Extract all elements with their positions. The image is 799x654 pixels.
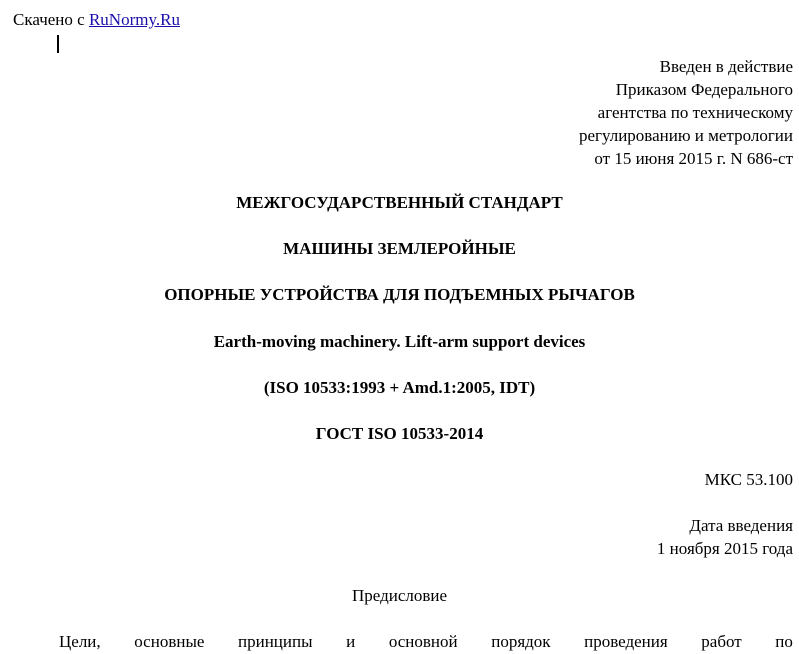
standard-type-heading: МЕЖГОСУДАРСТВЕННЫЙ СТАНДАРТ — [236, 193, 563, 212]
enactment-line: Введен в действие — [659, 57, 793, 76]
source-link[interactable]: RuNormy.Ru — [88, 10, 180, 29]
iso-reference: (ISO 10533:1993 + Amd.1:2005, IDT) — [263, 378, 536, 397]
introduction-date-label: Дата введения — [689, 516, 793, 535]
enactment-line: от 15 июня 2015 г. N 686-ст — [594, 149, 793, 168]
paragraph-word: по — [775, 632, 793, 651]
source-prefix: Скачено с — [13, 10, 85, 29]
enactment-line: Приказом Федерального — [615, 80, 793, 99]
foreword-heading: Предисловие — [351, 586, 448, 605]
paragraph-word: проведения — [584, 632, 668, 651]
paragraph-word: основные — [134, 632, 205, 651]
paragraph-word: порядок — [491, 632, 551, 651]
standard-designation: ГОСТ ISO 10533-2014 — [315, 424, 484, 443]
paragraph-word: принципы — [238, 632, 313, 651]
standard-name-line2: ОПОРНЫЕ УСТРОЙСТВА ДЛЯ ПОДЪЕМНЫХ РЫЧАГОВ — [164, 285, 635, 304]
introduction-date-value: 1 ноября 2015 года — [656, 539, 793, 558]
paragraph-word: Цели, — [59, 632, 101, 651]
mks-code: МКС 53.100 — [704, 470, 793, 489]
standard-name-line1: МАШИНЫ ЗЕМЛЕРОЙНЫЕ — [283, 239, 516, 258]
paragraph-word: работ — [701, 632, 742, 651]
enactment-line: регулированию и метрологии — [578, 126, 793, 145]
english-title: Earth-moving machinery. Lift-arm support devices — [213, 332, 586, 351]
source-line — [13, 9, 180, 31]
paragraph-word: и — [346, 632, 356, 651]
text-cursor — [57, 35, 59, 53]
enactment-block — [579, 55, 793, 170]
enactment-line: агентства по техническому — [597, 103, 793, 122]
foreword-paragraph — [59, 630, 793, 654]
paragraph-word: основной — [388, 632, 458, 651]
